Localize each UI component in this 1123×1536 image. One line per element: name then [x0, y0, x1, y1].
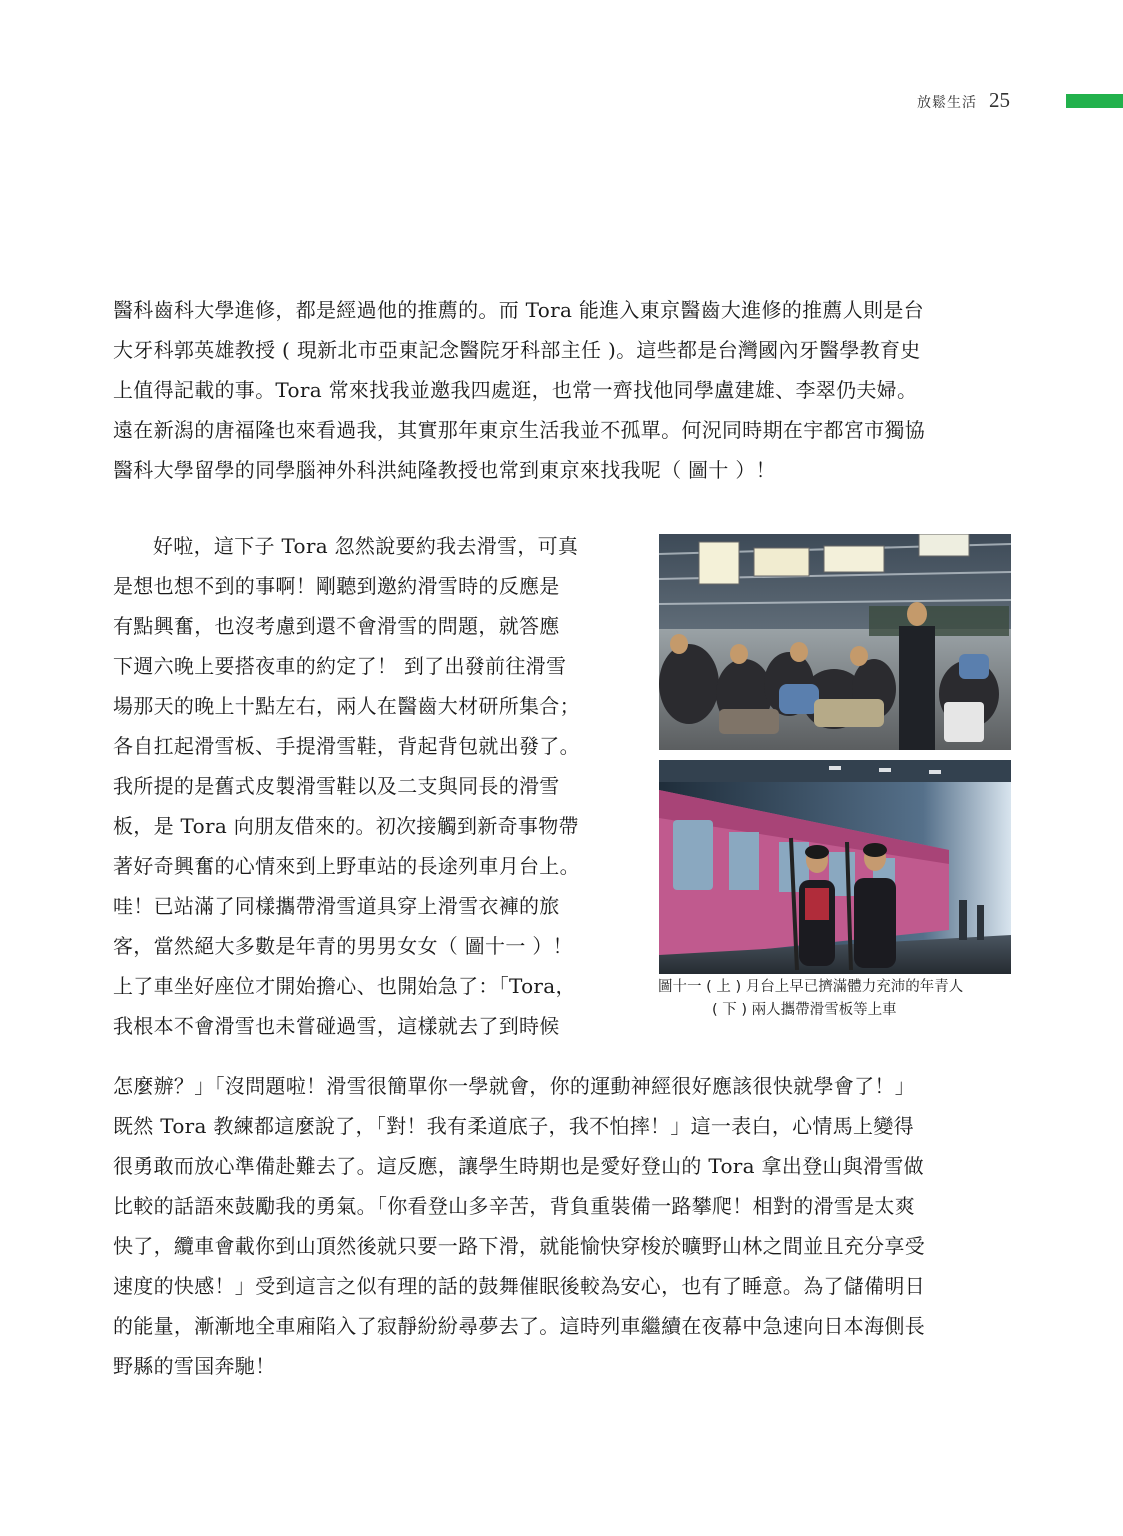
- text-line: 上了車坐好座位才開始擔心、也開始急了：「Tora，: [113, 974, 576, 998]
- caption-line-2: ( 下 ) 兩人攜帶滑雪板等上車: [712, 1002, 897, 1018]
- page-number: 25: [989, 88, 1010, 112]
- text-line: 醫科大學留學的同學腦神外科洪純隆教授也常到東京來找我呢（ 圖十 ）！: [113, 458, 776, 482]
- text-line: 既然 Tora 教練都這麼說了，「對！我有柔道底子，我不怕摔！」這一表白，心情馬上變得: [113, 1114, 914, 1138]
- text-line: 場那天的晚上十點左右，兩人在醫齒大材研所集合；: [113, 694, 580, 718]
- text-line: 著好奇興奮的心情來到上野車站的長途列車月台上。: [113, 854, 580, 878]
- text-line: 我所提的是舊式皮製滑雪鞋以及二支與同長的滑雪: [113, 774, 560, 798]
- text-line: 快了，纜車會載你到山頂然後就只要一路下滑，就能愉快穿梭於曠野山林之間並且充分享受: [113, 1234, 925, 1258]
- text-line: 有點興奮，也沒考慮到還不會滑雪的問題，就答應: [113, 614, 560, 638]
- paragraph-2: [113, 526, 633, 1046]
- platform-crowd-photo: [659, 534, 1011, 750]
- text-line: 哇！已站滿了同樣攜帶滑雪道具穿上滑雪衣褲的旅: [113, 894, 560, 918]
- paragraph-1: [113, 290, 1010, 490]
- text-line: 是想也想不到的事啊！剛聽到邀約滑雪時的反應是: [113, 574, 560, 598]
- platform-crowd-image: [659, 534, 1011, 750]
- text-line: 遠在新潟的唐福隆也來看過我，其實那年東京生活我並不孤單。何況同時期在宇都宮市獨協: [113, 418, 925, 442]
- figure-caption: [658, 976, 1018, 1022]
- text-line: 大牙科郭英雄教授 ( 現新北市亞東記念醫院牙科部主任 )。這些都是台灣國內牙醫學教育史: [113, 338, 921, 362]
- text-line: 好啦，這下子 Tora 忽然說要約我去滑雪，可真: [153, 534, 579, 558]
- text-line: 的能量，漸漸地全車廂陷入了寂靜紛紛尋夢去了。這時列車繼續在夜幕中急速向日本海側長: [113, 1314, 925, 1338]
- section-color-tab: [1066, 94, 1123, 108]
- text-line: 上值得記載的事。Tora 常來找我並邀我四處逛，也常一齊找他同學盧建雄、李翠仍夫婦。: [113, 378, 918, 402]
- text-line: 野縣的雪国奔馳！: [113, 1354, 276, 1378]
- paragraph-3: [113, 1066, 1010, 1386]
- section-title: 放鬆生活: [917, 95, 977, 111]
- text-line: 客，當然絕大多數是年青的男男女女（ 圖十一 ）！: [113, 934, 573, 958]
- text-line: 速度的快感！」受到這言之似有理的話的鼓舞催眠後較為安心，也有了睡意。為了儲備明日: [113, 1274, 925, 1298]
- text-line: 我根本不會滑雪也未嘗碰過雪，這樣就去了到時候: [113, 1014, 560, 1038]
- running-header: [917, 88, 1010, 113]
- text-line: 下週六晚上要搭夜車的約定了！ 到了出發前往滑雪: [113, 654, 567, 678]
- text-line: 比較的話語來鼓勵我的勇氣。「你看登山多辛苦，背負重裝備一路攀爬！相對的滑雪是太爽: [113, 1194, 915, 1218]
- text-line: 板，是 Tora 向朋友借來的。初次接觸到新奇事物帶: [113, 814, 579, 838]
- text-line: 各自扛起滑雪板、手提滑雪鞋，背起背包就出發了。: [113, 734, 580, 758]
- train-boarding-image: [659, 760, 1011, 974]
- text-line: 醫科齒科大學進修，都是經過他的推薦的。而 Tora 能進入東京醫齒大進修的推薦人則是台: [113, 298, 924, 322]
- caption-line-1: 圖十一 ( 上 ) 月台上早已擠滿體力充沛的年青人: [658, 979, 964, 995]
- train-boarding-photo: [659, 760, 1011, 974]
- text-line: 很勇敢而放心準備赴難去了。這反應，讓學生時期也是愛好登山的 Tora 拿出登山與滑雪做: [113, 1154, 924, 1178]
- text-line: 怎麼辦？」「沒問題啦！滑雪很簡單你一學就會，你的運動神經很好應該很快就學會了！」: [113, 1074, 915, 1098]
